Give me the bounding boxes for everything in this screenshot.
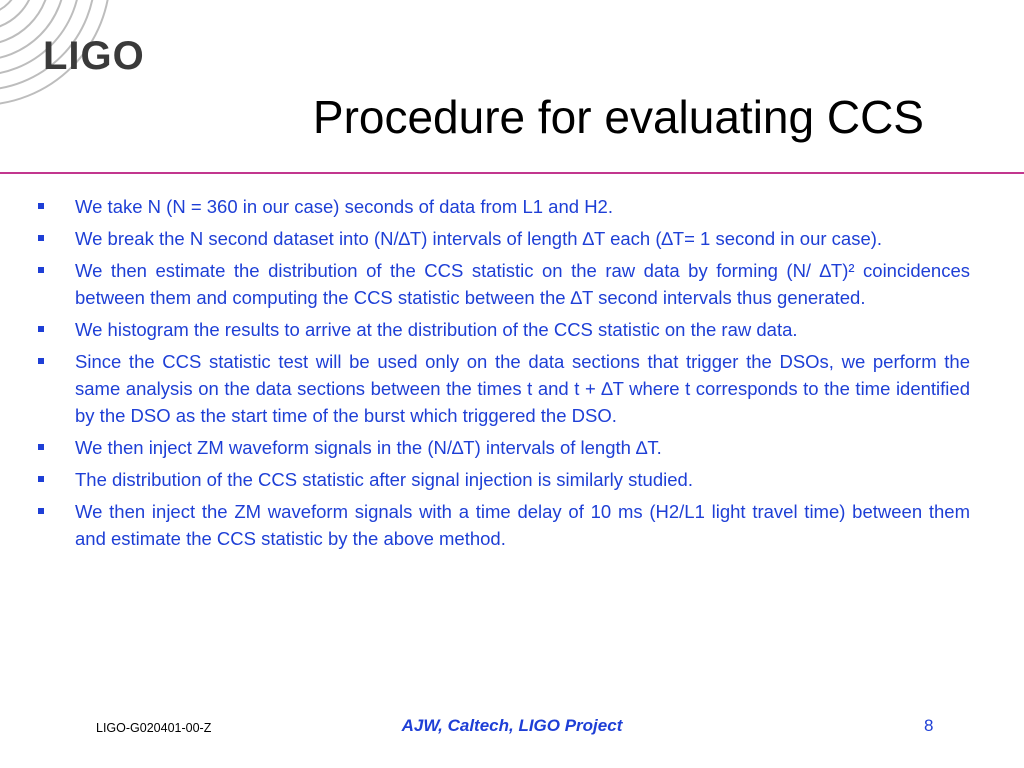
bullet-item: We then estimate the distribution of the CCS statistic on the raw data by forming (N/ ∆T)² coincidences between them and computing the CCS statistic between the ∆T second intervals thus generated. xyxy=(0,257,970,311)
page-number: 8 xyxy=(924,716,934,735)
bullet-item: We break the N second dataset into (N/∆T) intervals of length ∆T each (∆T= 1 second in our case). xyxy=(0,225,970,252)
footer-document-id: LIGO-G020401-00-Z xyxy=(96,721,212,735)
bullet-item: We then inject ZM waveform signals in the (N/∆T) intervals of length ∆T. xyxy=(0,434,970,461)
bullet-item: We then inject the ZM waveform signals with a time delay of 10 ms (H2/L1 light travel time) between them and estimate the CCS statistic by the above method. xyxy=(0,498,970,552)
slide-title: Procedure for evaluating CCS xyxy=(312,91,924,143)
footer-author: AJW, Caltech, LIGO Project xyxy=(401,716,623,735)
bullet-item: We take N (N = 360 in our case) seconds of data from L1 and H2. xyxy=(0,193,970,220)
bullet-item: Since the CCS statistic test will be used only on the data sections that trigger the DSOs, we perform the same analysis on the data sections between the times t and t + ∆T where t corresponds to the time identified by the DSO as the start time of the burst which triggered the DSO. xyxy=(0,348,970,429)
title-divider xyxy=(0,172,1024,174)
bullet-list xyxy=(0,193,970,557)
bullet-item: We histogram the results to arrive at the distribution of the CCS statistic on the raw data. xyxy=(0,316,970,343)
bullet-item: The distribution of the CCS statistic after signal injection is similarly studied. xyxy=(0,466,970,493)
ligo-logo: LIGO xyxy=(43,34,145,78)
